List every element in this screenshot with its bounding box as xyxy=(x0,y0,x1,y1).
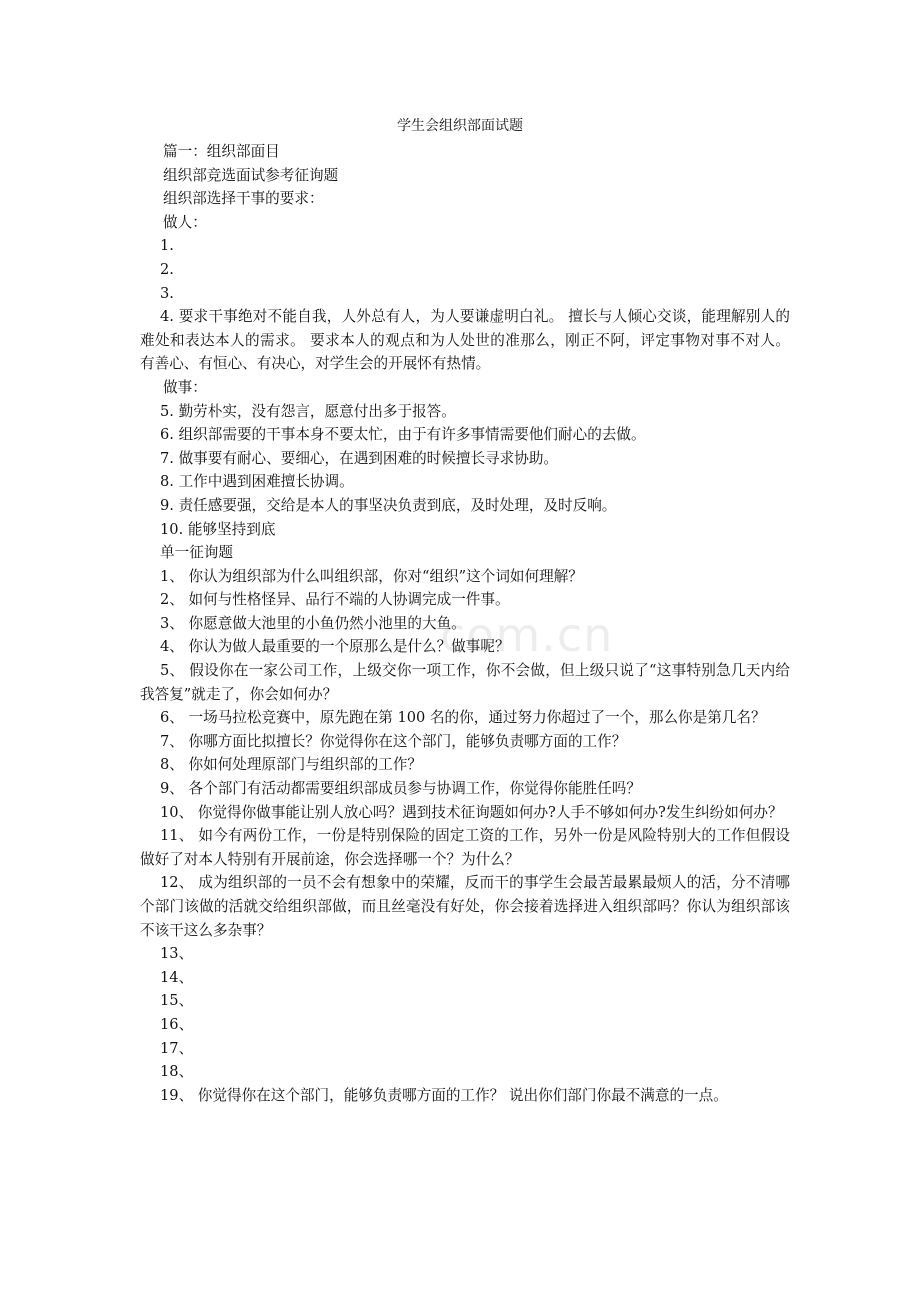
question-item: 7、 你哪方面比拟擅长？你觉得你在这个部门，能够负责哪方面的工作？ xyxy=(160,732,627,750)
list-item: 7. 做事要有耐心、要细心，在遇到困难的时候擅长寻求协助。 xyxy=(160,449,559,467)
section-heading: 单一征询题 xyxy=(160,544,233,562)
document-body xyxy=(140,140,790,1107)
question-item: 5、 假设你在一家公司工作，上级交你一项工作，你不会做，但上级只说了“这事特别急几天内给我答复”就走了，你会如何办？ xyxy=(140,662,790,703)
question-item: 10、 你觉得你做事能让别人放心吗？遇到技术征询题如何办?人手不够如何办?发生纠纷如何办？ xyxy=(160,803,783,821)
question-item: 18、 xyxy=(160,1063,194,1081)
list-item: 10. 能够坚持到底 xyxy=(160,520,276,538)
question-item: 1、 你认为组织部为什么叫组织部，你对“组织”这个词如何理解？ xyxy=(160,567,583,585)
question-item: 19、 你觉得你在这个部门，能够负责哪方面的工作？ 说出你们部门你最不满意的一点。 xyxy=(160,1086,728,1104)
text-line: 做人： xyxy=(163,213,207,231)
question-item: 15、 xyxy=(160,992,194,1010)
question-item: 3、 你愿意做大池里的小鱼仍然小池里的大鱼。 xyxy=(160,614,466,632)
question-item: 14、 xyxy=(160,968,194,986)
text-line: 组织部选择干事的要求： xyxy=(163,190,324,208)
watermark: com.cn xyxy=(440,608,614,662)
question-item: 11、 如今有两份工作，一份是特别保险的固定工资的工作，另外一份是风险特别大的工作但假设做好了对本人特别有开展前途，你会选择哪一个？为什么？ xyxy=(140,827,790,868)
list-item: 4. 要求干事绝对不能自我，人外总有人，为人要谦虚明白礼。 擅长与人倾心交谈，能理解别人的难处和表达本人的需求。 要求本人的观点和为人处世的准那么，刚正不阿，评定事物对事不对人。 有善心、有恒心、有决心，对学生会的开展怀有热情。 xyxy=(140,308,790,373)
question-item: 13、 xyxy=(160,945,194,963)
text-line: 组织部竞选面试参考征询题 xyxy=(163,166,339,184)
text-line: 做事： xyxy=(163,378,207,396)
list-item: 6. 组织部需要的干事本身不要太忙，由于有许多事情需要他们耐心的去做。 xyxy=(160,426,646,444)
list-item: 8. 工作中遇到困难擅长协调。 xyxy=(160,473,354,491)
question-item: 9、 各个部门有活动都需要组织部成员参与协调工作，你觉得你能胜任吗？ xyxy=(160,780,641,798)
text-line: 篇一：组织部面目 xyxy=(163,143,280,160)
list-item: 2. xyxy=(160,260,174,278)
list-item: 3. xyxy=(160,284,174,302)
question-item: 12、 成为组织部的一员不会有想象中的荣耀，反而干的事学生会最苦最累最烦人的活，分不清哪个部门该做的活就交给组织部做，而且丝毫没有好处，你会接着选择进入组织部吗？你认为组织部该不该干这么多杂事？ xyxy=(140,874,790,939)
list-item: 5. 勤劳朴实，没有怨言，愿意付出多于报答。 xyxy=(160,402,456,420)
question-item: 8、 你如何处理原部门与组织部的工作？ xyxy=(160,756,423,774)
list-item: 1. xyxy=(160,237,174,255)
page-title: 学生会组织部面试题 xyxy=(397,118,523,134)
question-item: 16、 xyxy=(160,1015,194,1033)
question-item: 4、 你认为做人最重要的一个原那么是什么？做事呢？ xyxy=(160,638,510,656)
question-item: 6、 一场马拉松竞赛中，原先跑在第 100 名的你，通过努力你超过了一个，那么你是第几名？ xyxy=(160,709,766,727)
question-item: 17、 xyxy=(160,1039,194,1057)
question-item: 2、 如何与性格怪异、品行不端的人协调完成一件事。 xyxy=(160,591,510,609)
list-item: 9. 责任感要强，交给是本人的事坚决负责到底，及时处理，及时反响。 xyxy=(160,496,617,514)
